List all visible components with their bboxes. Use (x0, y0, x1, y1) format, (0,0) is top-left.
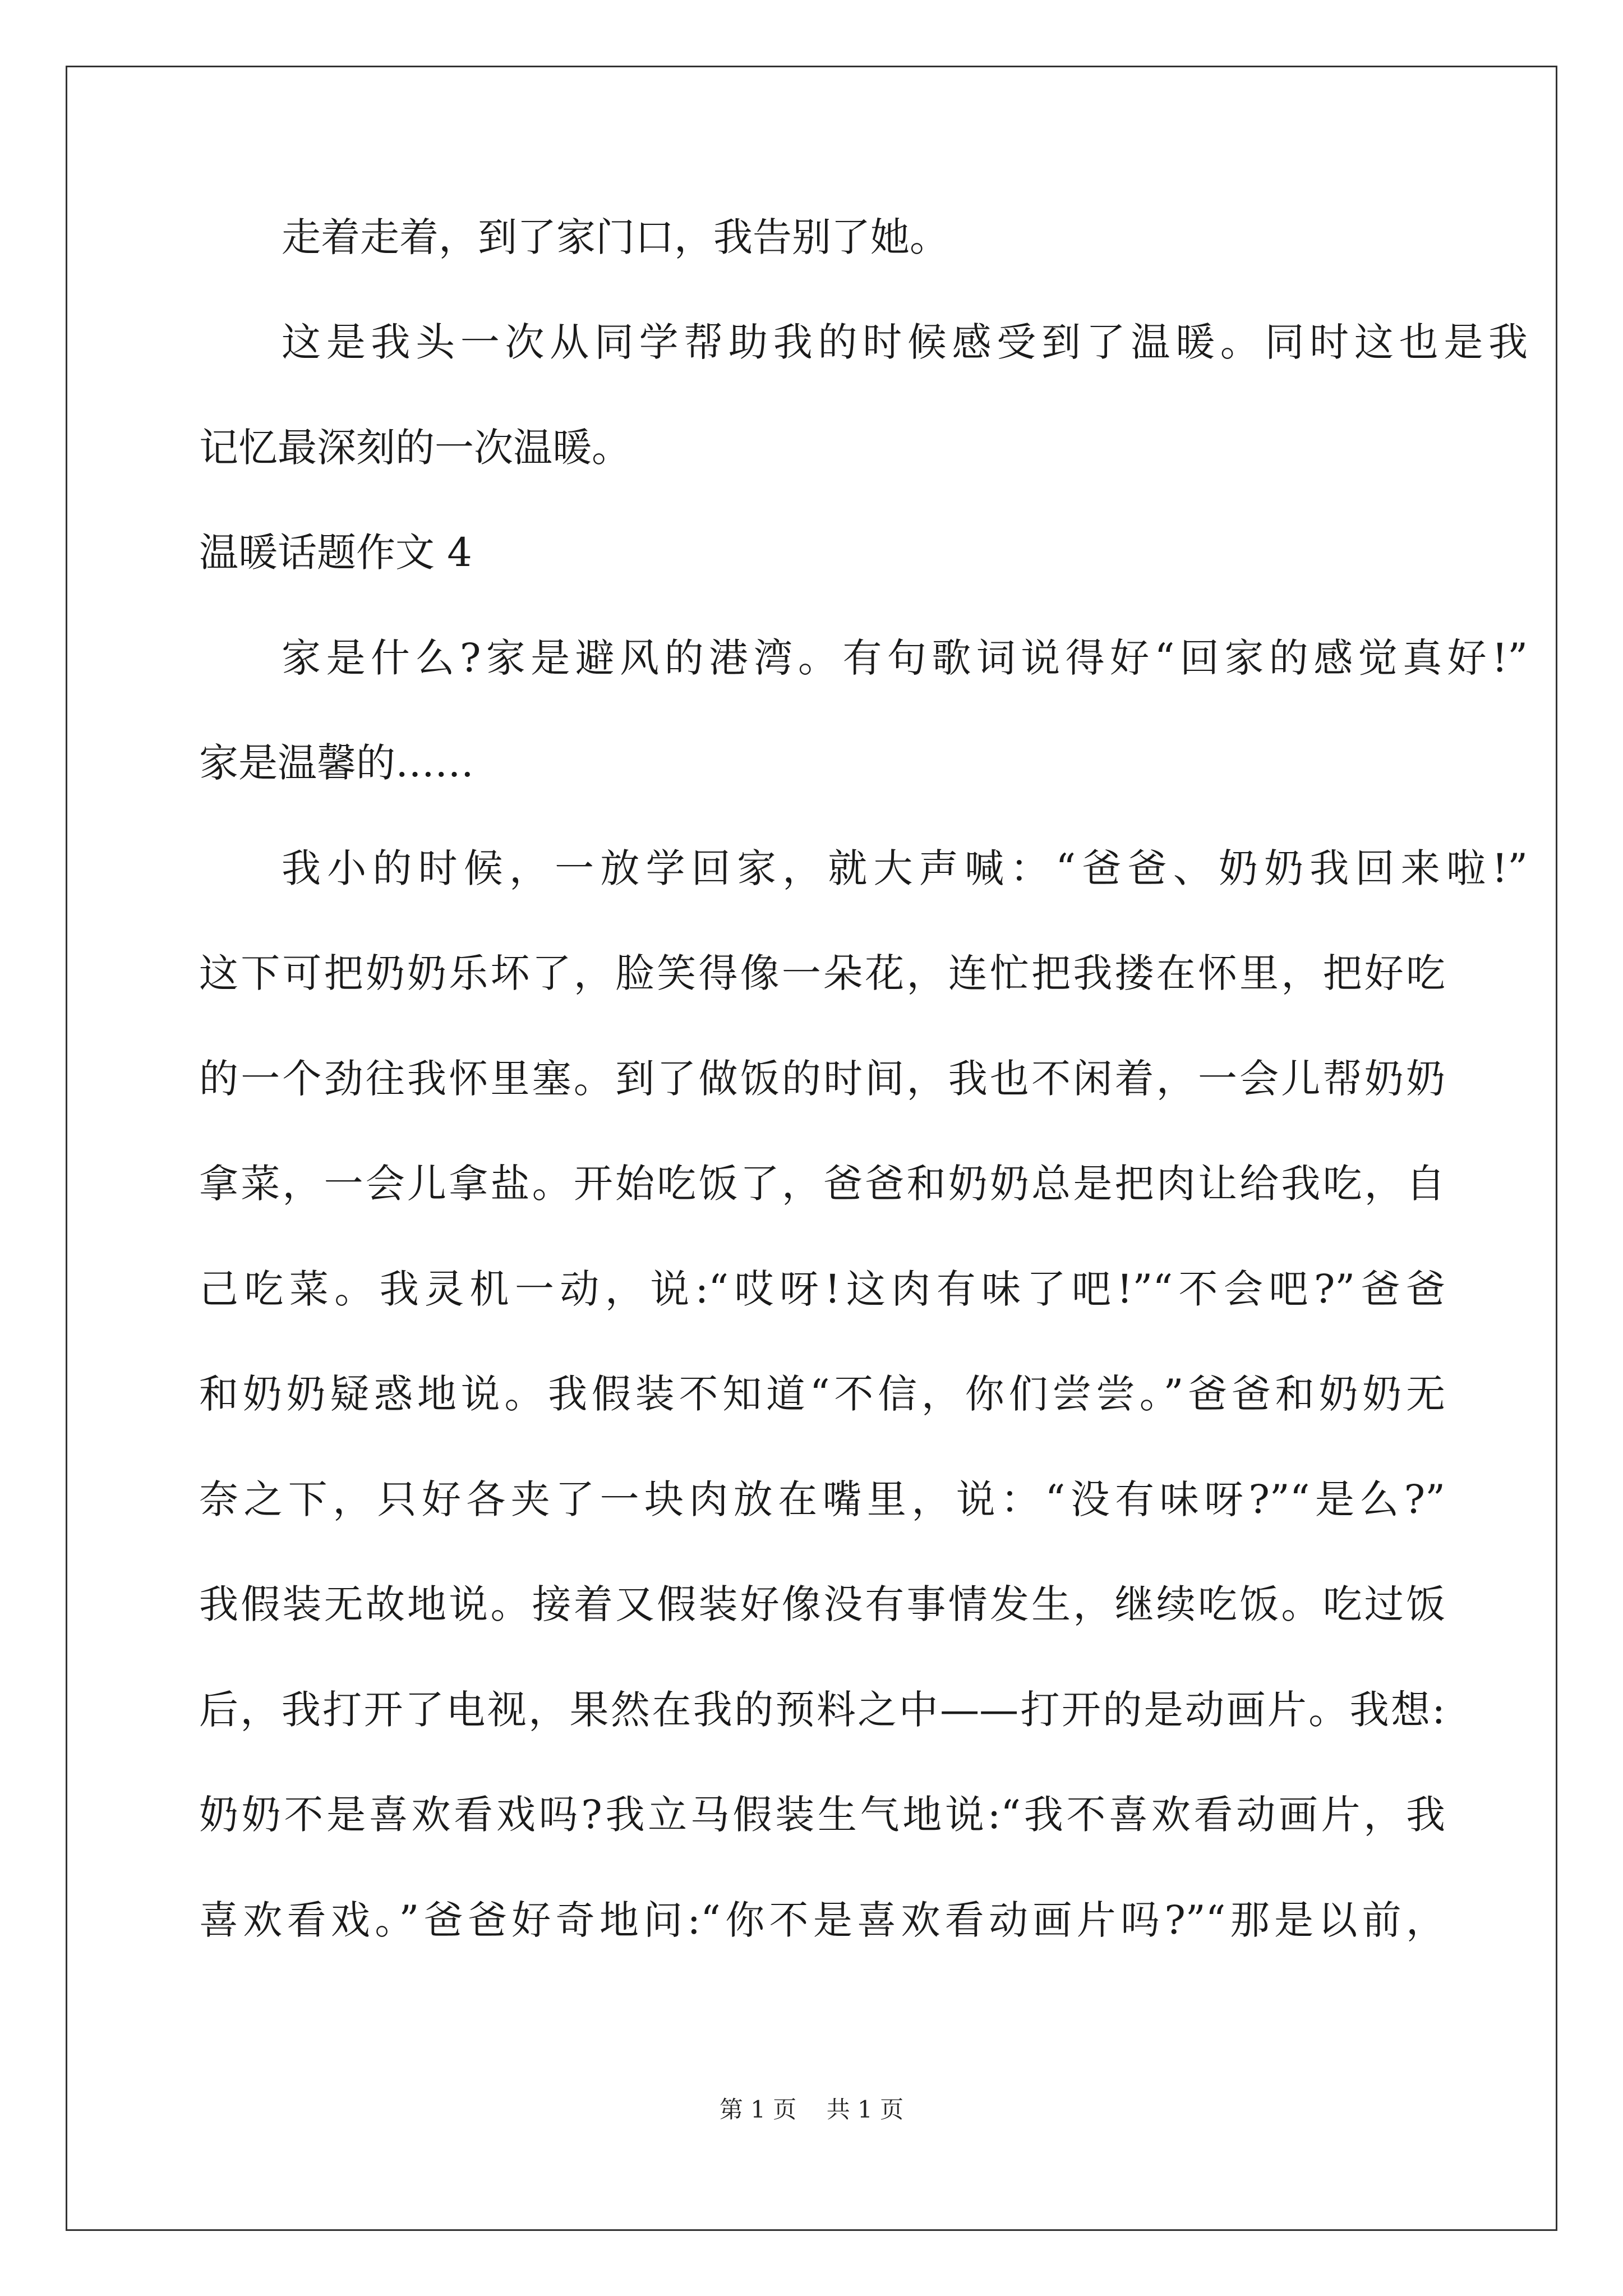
paragraph-line: 家是什么?家是避风的港湾。有句歌词说得好“回家的感觉真好!” (282, 635, 1528, 681)
paragraph-line: 喜欢看戏。”爸爸好奇地问:“你不是喜欢看动画片吗?”“那是以前， (199, 1897, 1445, 1943)
paragraph-line: 己吃菜。我灵机一动，说:“哎呀!这肉有味了吧!”“不会吧?”爸爸 (199, 1266, 1445, 1312)
paragraph-line: 记忆最深刻的一次温暖。 (199, 425, 631, 471)
page-footer (0, 2094, 1623, 2125)
paragraph-line: 奈之下，只好各夹了一块肉放在嘴里，说：“没有味呀?”“是么?” (199, 1476, 1445, 1522)
paragraph-line: 家是温馨的…… (199, 740, 474, 786)
paragraph-line: 我假装无故地说。接着又假装好像没有事情发生，继续吃饭。吃过饭 (199, 1581, 1445, 1627)
paragraph-line: 和奶奶疑惑地说。我假装不知道“不信，你们尝尝。”爸爸和奶奶无 (199, 1371, 1445, 1417)
paragraph-line: 后，我打开了电视，果然在我的预料之中——打开的是动画片。我想: (199, 1687, 1445, 1733)
paragraph-line: 走着走着，到了家门口，我告别了她。 (282, 214, 949, 260)
paragraph-line: 我小的时候，一放学回家，就大声喊：“爸爸、奶奶我回来啦!” (282, 845, 1528, 891)
page-total: 共 1 页 (826, 2096, 904, 2123)
paragraph-line: 的一个劲往我怀里塞。到了做饭的时间，我也不闲着，一会儿帮奶奶 (199, 1056, 1445, 1102)
section-heading: 温暖话题作文 4 (199, 530, 472, 576)
paragraph-line: 这下可把奶奶乐坏了，脸笑得像一朵花，连忙把我搂在怀里，把好吃 (199, 950, 1445, 996)
paragraph-line: 拿菜，一会儿拿盐。开始吃饭了，爸爸和奶奶总是把肉让给我吃，自 (199, 1161, 1445, 1207)
paragraph-line: 奶奶不是喜欢看戏吗?我立马假装生气地说:“我不喜欢看动画片，我 (199, 1792, 1445, 1838)
paragraph-line: 这是我头一次从同学帮助我的时候感受到了温暖。同时这也是我 (282, 319, 1528, 365)
page-number: 第 1 页 (719, 2096, 797, 2123)
